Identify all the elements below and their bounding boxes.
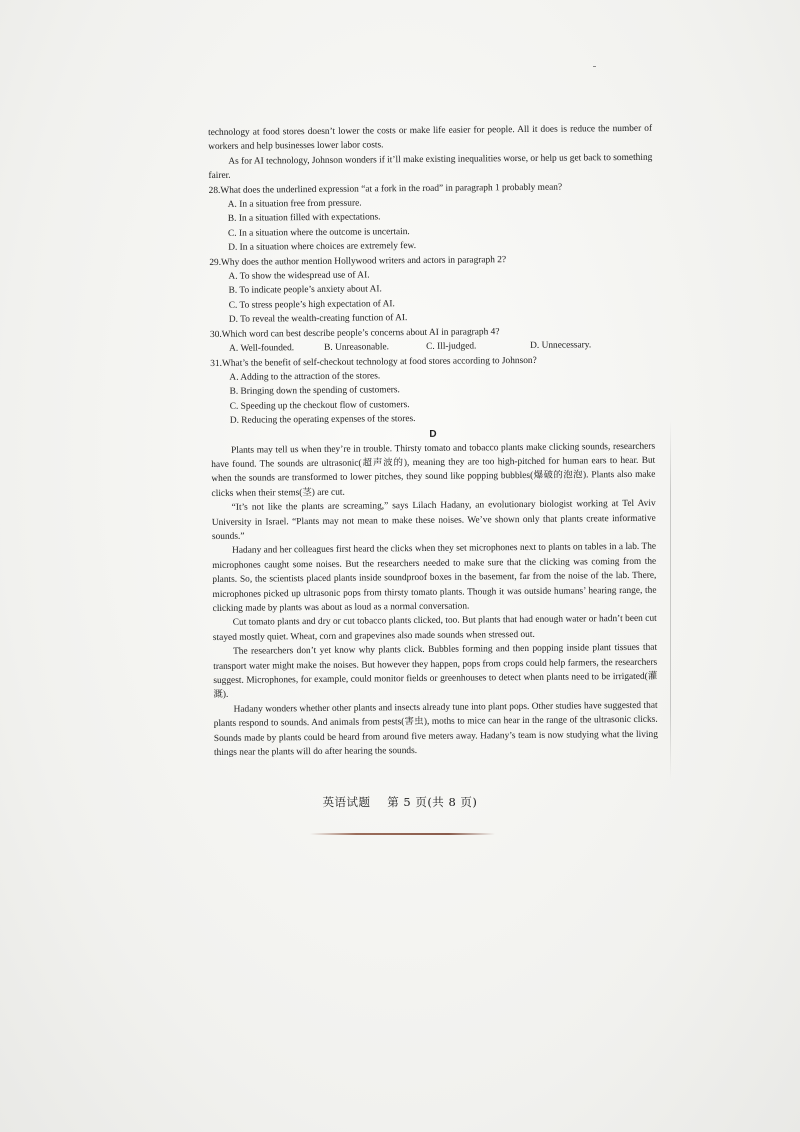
question-28-option-d: D. In a situation where choices are extremely few. (228, 241, 417, 254)
question-30-option-c: C. Ill-judged. (426, 341, 477, 353)
question-28: 28.What does the underlined expression “at a fork in the road” in paragraph 1 probably mean? (208, 182, 563, 196)
question-31: 31.What’s the benefit of self-checkout technology at food stores according to Johnson? (210, 355, 537, 369)
question-29-option-b: B. To indicate people’s anxiety about AI. (228, 284, 382, 297)
question-31-option-a: A. Adding to the attraction of the stores. (229, 371, 381, 383)
section-d-paragraph-4: Cut tomato plants and dry or cut tobacco plants clicked, too. But plants that had enough water or hadn’t been cut stayed mostly quiet. Wheat, corn and grapevines also made sounds when stressed out. (212, 614, 657, 643)
footer-page-number: 第 5 页(共 8 页) (387, 795, 478, 809)
question-31-option-c: C. Speeding up the checkout flow of customers. (229, 399, 410, 412)
question-30-option-d: D. Unnecessary. (530, 340, 592, 352)
question-28-option-a: A. In a situation free from pressure. (227, 198, 362, 210)
question-29-option-a: A. To show the widespread use of AI. (228, 270, 370, 282)
page-footer (0, 794, 800, 810)
scan-edge-line (310, 833, 495, 835)
section-d-paragraph-1: Plants may tell us when they’re in trouble. Thirsty tomato and tobacco plants make clicking sounds, researchers have found. The sounds are ultrasonic(超声波的), meaning they are too high-pitched for human ears to hear. But when the sounds are transformed to lower pitches, they sound like popping bubbles(爆破的泡泡). Plants also make clicks when their stems(茎) are cut. (211, 441, 656, 499)
question-28-option-b: B. In a situation filled with expectations. (227, 212, 381, 225)
exam-text-block (208, 122, 658, 761)
fold-shadow (670, 420, 671, 780)
question-30-option-a: A. Well-founded. (229, 343, 295, 354)
section-d-paragraph-6: Hadany wonders whether other plants and insects already tune into plant pops. Other studies have suggested that plants respond to sounds. And animals from pests(害虫), moths to mice can hear in the range of the ultrasonic clicks. Sounds made by plants could be heard from around five meters away. Hadany’s team is now studying what the living things near the plants will do after hearing the sounds. (213, 700, 658, 759)
section-d-paragraph-2: “It’s not like the plants are screaming,” says Lilach Hadany, an evolutionary biologist working at Tel Aviv University in Israel. “Plants may not mean to make these noises. We’ve shown only that plants create informative sounds.” (211, 498, 656, 542)
footer-subject: 英语试题 (322, 795, 371, 809)
question-28-option-c: C. In a situation where the outcome is uncertain. (227, 226, 410, 239)
section-d-heading: D (429, 428, 437, 440)
scan-speck (593, 66, 596, 67)
question-29-option-d: D. To reveal the wealth-creating function of AI. (228, 313, 408, 326)
passage-c-paragraph-end: technology at food stores doesn’t lower the costs or make life easier for people. All it does is reduce the number of workers and help businesses lower labor costs. (208, 123, 653, 153)
question-29: 29.Why does the author mention Hollywood writers and actors in paragraph 2? (209, 254, 507, 268)
section-d-paragraph-3: Hadany and her colleagues first heard the clicks when they set microphones next to plants on tables in a lab. The microphones caught some noises. But the researchers needed to make sure that the clicking was coming from the plants. So, the scientists placed plants inside soundproof boxes in the basement, far from the noise of the lab. There, microphones picked up ultrasonic pops from thirsty tomato plants. Though it was outside humans’ hearing range, the clicking made by plants was about as loud as a normal conversation. (212, 542, 657, 614)
question-31-option-b: B. Bringing down the spending of customers. (229, 385, 400, 398)
passage-c-final-paragraph: As for AI technology, Johnson wonders if it’ll make existing inequalities worse, or help us get back to something fairer. (208, 152, 653, 182)
question-31-option-d: D. Reducing the operating expenses of the stores. (229, 414, 416, 426)
question-30: 30.Which word can best describe people’s concerns about AI in paragraph 4? (209, 326, 500, 340)
section-d-paragraph-5: The researchers don’t yet know why plants click. Bubbles forming and then popping inside plant tissues that transport water might make the noises. But however they happen, pops from crops could help farmers, the researchers suggest. Microphones, for example, could monitor fields or greenhouses to detect when plants need to be irrigated(灌溉). (213, 642, 658, 701)
question-29-option-c: C. To stress people’s high expectation of AI. (228, 299, 395, 311)
question-30-option-b: B. Unreasonable. (324, 342, 390, 353)
